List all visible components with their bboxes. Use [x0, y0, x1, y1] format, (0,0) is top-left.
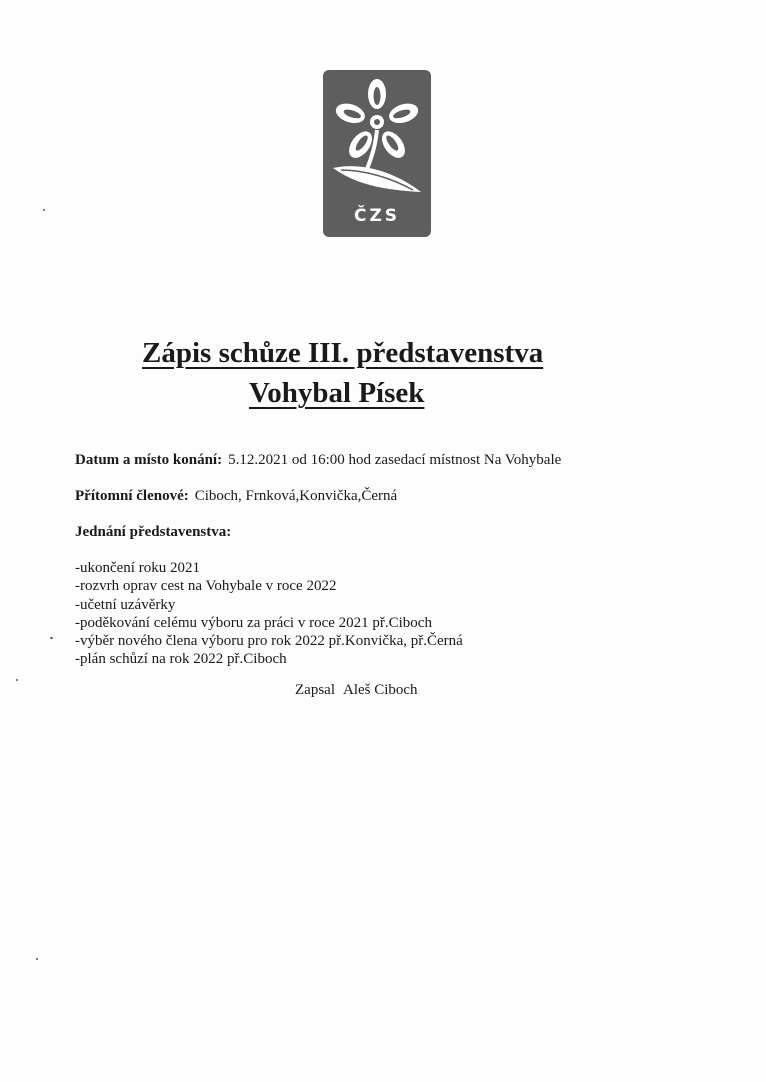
list-item: -učetní uzávěrky [75, 596, 176, 613]
title-line-1: Zápis schůze III. představenstva [142, 337, 544, 369]
agenda-list [75, 559, 463, 669]
logo-text: ČZS [353, 206, 401, 226]
list-item: -poděkování celému výboru za práci v roce 2021 př.Ciboch [75, 614, 432, 631]
scan-speck [50, 637, 53, 639]
meeting-members-field [75, 488, 397, 505]
list-item: -plán schůzí na rok 2022 př.Ciboch [75, 651, 287, 668]
members-label: Přítomní členové: [75, 488, 189, 504]
document-title [142, 337, 555, 370]
scan-speck [16, 679, 18, 681]
agenda-heading: Jednání představenstva: [75, 524, 232, 540]
meeting-date-field [75, 452, 561, 469]
czs-logo [323, 70, 431, 237]
signature-label: Zapsal [295, 682, 335, 698]
date-value: 5.12.2021 od 16:00 hod zasedací místnost Na Vohybale [228, 452, 562, 468]
members-value: Ciboch, Frnková,Konvička,Černá [194, 488, 398, 504]
list-item: -ukončení roku 2021 [75, 560, 200, 576]
date-label: Datum a místo konání: [75, 452, 223, 468]
scan-speck [36, 958, 38, 960]
document-subtitle: Vohybal Písek [249, 377, 425, 409]
scan-speck [43, 209, 45, 211]
signature [295, 682, 418, 699]
signature-name: Aleš Ciboch [342, 682, 418, 698]
list-item: -výběr nového člena výboru pro rok 2022 př.Konvička, př.Černá [75, 633, 463, 650]
list-item: -rozvrh oprav cest na Vohybale v roce 2022 [75, 578, 337, 595]
